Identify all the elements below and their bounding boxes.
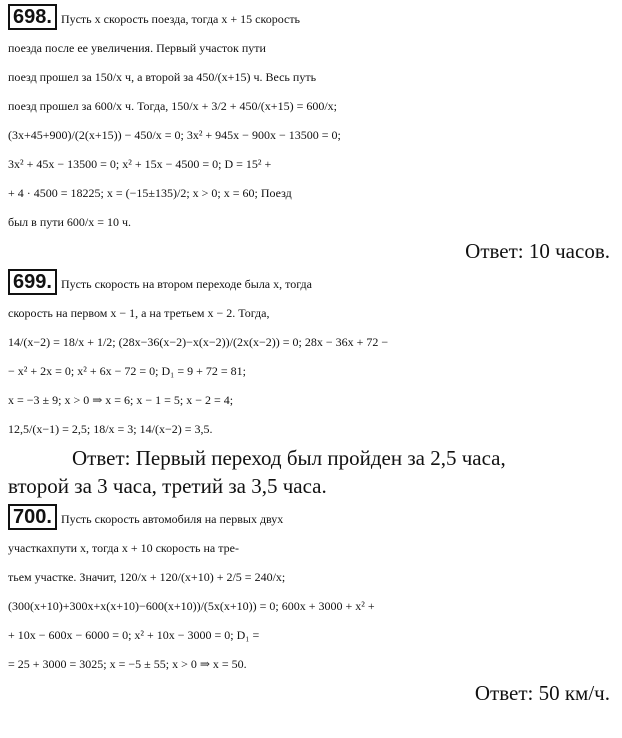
text-line-content: Пусть скорость автомобиля на первых двух xyxy=(60,512,284,526)
problem-700 xyxy=(8,504,614,707)
text-line: x = −3 ± 9; x > 0 ⇒ x = 6; x − 1 = 5; x − 2 = 4; xyxy=(8,393,234,407)
text-line-content: Пусть x скорость поезда, тогда x + 15 скорость xyxy=(60,12,301,26)
problem-700-text xyxy=(8,504,614,679)
text-line: (3x+45+900)/(2(x+15)) − 450/x = 0; 3x² + 945x − 900x − 13500 = 0; xyxy=(8,128,341,142)
text-line-content: Пусть скорость на втором переходе была x, тогда xyxy=(60,277,312,291)
problem-698 xyxy=(8,4,614,265)
text-line: 12,5/(x−1) = 2,5; 18/x = 3; 14/(x−2) = 3,5. xyxy=(8,422,213,436)
text-line: поезда после ее увеличения. Первый участок пути xyxy=(8,41,266,55)
problem-number: 698. xyxy=(8,4,57,30)
solutions-page xyxy=(8,4,614,711)
problem-699-text xyxy=(8,269,614,444)
text-line xyxy=(8,504,614,534)
text-line: = 25 + 3000 = 3025; x = −5 ± 55; x > 0 ⇒ x = 50. xyxy=(8,657,247,671)
text-line: − x² + 2x = 0; x² + 6x − 72 = 0; D₁ = 9 + 72 = 81; xyxy=(8,364,246,378)
text-line: + 10x − 600x − 6000 = 0; x² + 10x − 3000 = 0; D₁ = xyxy=(8,628,260,642)
text-line: 14/(x−2) = 18/x + 1/2; (28x−36(x−2)−x(x−2))/(2x(x−2)) = 0; 28x − 36x + 72 − xyxy=(8,335,389,349)
text-line: (300(x+10)+300x+x(x+10)−600(x+10))/(5x(x+10)) = 0; 600x + 3000 + x² + xyxy=(8,599,375,613)
answer-line: второй за 3 часа, третий за 3,5 часа. xyxy=(8,474,327,498)
answer-line: Ответ: Первый переход был пройден за 2,5 часа, xyxy=(72,446,506,470)
text-line: был в пути 600/x = 10 ч. xyxy=(8,215,132,229)
text-line xyxy=(8,4,614,34)
problem-698-text xyxy=(8,4,614,237)
text-line: 3x² + 45x − 13500 = 0; x² + 15x − 4500 = 0; D = 15² + xyxy=(8,157,272,171)
answer-line: Ответ: 50 км/ч. xyxy=(474,681,610,705)
text-line: участкахпути x, тогда x + 10 скорость на тре- xyxy=(8,541,239,555)
text-line: + 4 · 4500 = 18225; x = (−15±135)/2; x > 0; x = 60; Поезд xyxy=(8,186,292,200)
problem-number: 699. xyxy=(8,269,57,295)
problem-699 xyxy=(8,269,614,500)
problem-number: 700. xyxy=(8,504,57,530)
text-line: скорость на первом x − 1, а на третьем x − 2. Тогда, xyxy=(8,306,270,320)
text-line: тьем участке. Значит, 120/x + 120/(x+10) + 2/5 = 240/x; xyxy=(8,570,286,584)
text-line: поезд прошел за 600/x ч. Тогда, 150/x + 3/2 + 450/(x+15) = 600/x; xyxy=(8,99,337,113)
text-line xyxy=(8,269,614,299)
text-line: поезд прошел за 150/x ч, а второй за 450/(x+15) ч. Весь путь xyxy=(8,70,317,84)
answer-line: Ответ: 10 часов. xyxy=(465,239,610,263)
